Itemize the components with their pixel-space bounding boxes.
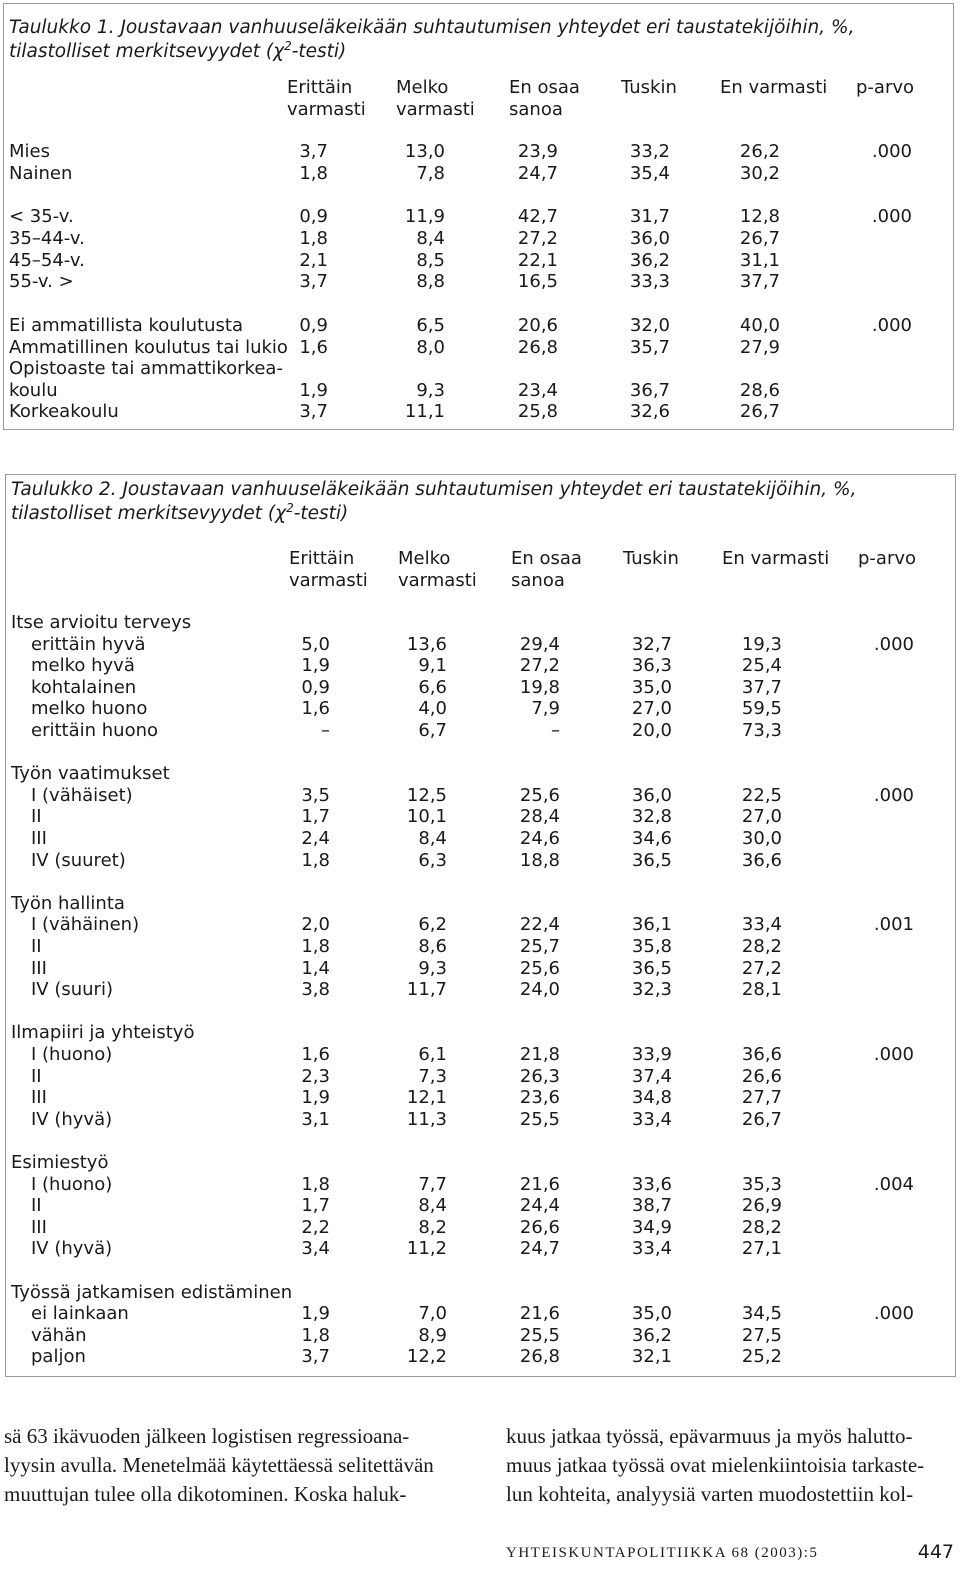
table-cell: 21,6 xyxy=(519,1173,560,1195)
table-cell: 8,2 xyxy=(418,1216,447,1238)
table-cell: 8,8 xyxy=(416,271,445,292)
column-header-line2: varmasti xyxy=(398,570,477,591)
table-cell: 36,2 xyxy=(631,1324,672,1346)
journal-footer: YHTEISKUNTAPOLITIIKKA 68 (2003):5 xyxy=(506,1545,819,1561)
table-cell: 21,8 xyxy=(519,1044,560,1065)
table-cell: 26,8 xyxy=(519,1346,560,1368)
table-cell: 10,1 xyxy=(406,806,447,828)
table-cell: 28,2 xyxy=(741,1216,782,1238)
table-cell: 37,7 xyxy=(741,676,782,698)
table-row xyxy=(6,1346,955,1368)
table-cell: 11,1 xyxy=(404,401,445,422)
column-header: En varmasti xyxy=(722,548,830,569)
table-row xyxy=(6,1325,955,1347)
table-cell: 26,7 xyxy=(741,1108,782,1130)
table-row xyxy=(4,271,953,293)
table-cell: 20,6 xyxy=(517,315,558,336)
body-line: muuttujan tulee olla dikotominen. Koska haluk- xyxy=(4,1482,407,1506)
p-value-cell: .000 xyxy=(873,1303,914,1325)
table-cell: 34,8 xyxy=(631,1087,672,1109)
table-cell: 36,5 xyxy=(631,957,672,979)
table-cell: 36,2 xyxy=(629,250,670,271)
column-header-line2: sanoa xyxy=(511,570,565,591)
table-row xyxy=(4,380,953,402)
table-cell: 0,9 xyxy=(301,676,330,698)
table-row xyxy=(6,1066,955,1088)
row-label: IV (suuri) xyxy=(31,979,113,1001)
table-cell: 34,6 xyxy=(631,828,672,849)
row-label: III xyxy=(31,828,47,849)
table-cell: – xyxy=(321,720,330,741)
table-cell: 32,0 xyxy=(629,315,670,336)
table-cell: 8,6 xyxy=(418,936,447,957)
table-cell: 37,4 xyxy=(631,1065,672,1087)
table-cell: – xyxy=(551,720,560,741)
table-cell: 73,3 xyxy=(741,720,782,741)
table-cell: 3,7 xyxy=(299,271,328,292)
table-row xyxy=(4,163,953,185)
row-label: erittäin huono xyxy=(31,720,159,741)
group-title: Itse arvioitu terveys xyxy=(11,612,192,633)
table-row xyxy=(6,1195,955,1217)
body-line: sä 63 ikävuoden jälkeen logistisen regressioana- xyxy=(4,1424,410,1448)
row-label: II xyxy=(31,1195,42,1217)
table-cell: 8,9 xyxy=(418,1324,447,1346)
table-cell: 28,2 xyxy=(741,936,782,957)
row-label: melko hyvä xyxy=(31,655,135,677)
table-cell: 30,2 xyxy=(739,163,780,184)
row-label: vähän xyxy=(31,1324,87,1346)
table-row xyxy=(6,979,955,1001)
table-cell: 1,6 xyxy=(301,698,330,720)
table-cell: 1,8 xyxy=(299,228,328,249)
table-cell: 31,1 xyxy=(739,250,780,271)
table-cell: 8,4 xyxy=(418,1195,447,1217)
table-cell: 13,6 xyxy=(406,633,447,655)
table-cell: 3,5 xyxy=(301,784,330,806)
row-label: koulu xyxy=(9,380,58,401)
table-cell: 23,6 xyxy=(519,1087,560,1109)
table-cell: 0,9 xyxy=(299,206,328,227)
table-cell: 2,0 xyxy=(301,914,330,936)
page-number: 447 xyxy=(917,1541,954,1563)
table-cell: 1,8 xyxy=(301,936,330,957)
row-label: Mies xyxy=(9,141,50,162)
table-cell: 35,0 xyxy=(631,1303,672,1325)
table-cell: 8,4 xyxy=(416,228,445,249)
table-cell: 40,0 xyxy=(739,315,780,336)
table-cell: 3,7 xyxy=(299,401,328,422)
p-value-cell: .001 xyxy=(873,914,914,936)
row-label: III xyxy=(31,1216,47,1238)
row-label: I (huono) xyxy=(31,1044,113,1065)
table-cell: 24,4 xyxy=(519,1195,560,1217)
table-cell: 38,7 xyxy=(631,1195,672,1217)
table-cell: 8,0 xyxy=(416,337,445,358)
table-row xyxy=(4,141,953,163)
table-row xyxy=(6,1044,955,1066)
table-cell: 25,6 xyxy=(519,784,560,806)
table-cell: 1,6 xyxy=(301,1044,330,1065)
table-cell: 7,3 xyxy=(418,1065,447,1087)
table-cell: 26,7 xyxy=(739,401,780,422)
table-row xyxy=(6,698,955,720)
column-header: Tuskin xyxy=(621,77,677,98)
table-row xyxy=(6,1109,955,1131)
table-cell: 6,5 xyxy=(416,315,445,336)
table-cell: 11,3 xyxy=(406,1108,447,1130)
table-1 xyxy=(3,3,954,430)
row-label: I (huono) xyxy=(31,1173,113,1195)
table-row xyxy=(4,250,953,272)
table-cell: 33,2 xyxy=(629,141,670,162)
table-cell: 27,2 xyxy=(517,228,558,249)
group-title: Työssä jatkamisen edistäminen xyxy=(11,1281,293,1303)
table-cell: 12,1 xyxy=(406,1087,447,1109)
table-cell: 9,1 xyxy=(418,655,447,677)
table-cell: 16,5 xyxy=(517,271,558,292)
table-cell: 7,0 xyxy=(418,1303,447,1325)
table-cell: 27,0 xyxy=(741,806,782,828)
table-cell: 59,5 xyxy=(741,698,782,720)
table-cell: 3,8 xyxy=(301,979,330,1001)
body-line: muus jatkaa työssä ovat mielenkiintoisia tarkaste- xyxy=(506,1453,925,1477)
group-title: Työn hallinta xyxy=(11,892,125,914)
row-label: kohtalainen xyxy=(31,676,137,698)
table-cell: 12,2 xyxy=(406,1346,447,1368)
row-label: < 35-v. xyxy=(9,206,74,227)
table-cell: 9,3 xyxy=(418,957,447,979)
table-cell: 36,0 xyxy=(629,228,670,249)
table-cell: 2,3 xyxy=(301,1065,330,1087)
column-header: Tuskin xyxy=(623,548,679,569)
table-cell: 31,7 xyxy=(629,206,670,227)
table-cell: 6,1 xyxy=(418,1044,447,1065)
table-cell: 23,9 xyxy=(517,141,558,162)
table-2-caption: Taulukko 2. Joustavaan vanhuuseläkeikään suhtautumisen yhteydet eri taustatekijöihin, %, tilastolliset merkitsevyydet $(\chi^2-testi)$ xyxy=(11,479,857,524)
table-cell: 9,3 xyxy=(416,380,445,401)
row-label: IV (hyvä) xyxy=(31,1108,113,1130)
table-cell: 33,4 xyxy=(631,1238,672,1260)
p-value-cell: .000 xyxy=(871,315,912,336)
table-cell: 1,8 xyxy=(301,1324,330,1346)
column-header: Erittäin xyxy=(287,77,353,98)
row-label: II xyxy=(31,806,42,828)
table-cell: 1,7 xyxy=(301,1195,330,1217)
table-cell: 20,0 xyxy=(631,720,672,741)
column-header-line2: varmasti xyxy=(287,99,366,120)
table-cell: 6,6 xyxy=(418,676,447,698)
table-cell: 1,7 xyxy=(301,806,330,828)
row-label: III xyxy=(31,1087,47,1109)
table-row xyxy=(6,1174,955,1196)
table-cell: 1,8 xyxy=(301,849,330,871)
table-cell: 36,6 xyxy=(741,849,782,871)
table-row xyxy=(6,720,955,742)
column-header: Melko xyxy=(398,548,451,569)
table-cell: 11,9 xyxy=(404,206,445,227)
table-row xyxy=(6,1087,955,1109)
table-row xyxy=(4,358,953,380)
table-cell: 12,5 xyxy=(406,784,447,806)
table-cell: 1,8 xyxy=(299,163,328,184)
table-row xyxy=(6,677,955,699)
table-cell: 34,5 xyxy=(741,1303,782,1325)
table-cell: 32,8 xyxy=(631,806,672,828)
table-cell: 32,6 xyxy=(629,401,670,422)
table-cell: 32,7 xyxy=(631,633,672,655)
table-row xyxy=(6,634,955,656)
table-cell: 29,4 xyxy=(519,633,560,655)
p-value-cell: .000 xyxy=(871,206,912,227)
table-cell: 27,2 xyxy=(741,957,782,979)
p-value-cell: .000 xyxy=(873,784,914,806)
table-cell: 36,1 xyxy=(631,914,672,936)
table-row xyxy=(4,401,953,423)
column-header: p-arvo xyxy=(858,548,917,569)
row-label: I (vähäiset) xyxy=(31,784,133,806)
table-2 xyxy=(5,474,956,1377)
table-cell: 1,8 xyxy=(301,1173,330,1195)
table-cell: 8,4 xyxy=(418,828,447,849)
table-cell: 35,4 xyxy=(629,163,670,184)
table-cell: 21,6 xyxy=(519,1303,560,1325)
table-cell: 3,7 xyxy=(299,141,328,162)
row-label: 45–54-v. xyxy=(9,250,85,271)
table-cell: 34,9 xyxy=(631,1216,672,1238)
table-cell: 24,0 xyxy=(519,979,560,1001)
table-cell: 28,6 xyxy=(739,380,780,401)
table-1-caption: Taulukko 1. Joustavaan vanhuuseläkeikään suhtautumisen yhteydet eri taustatekijöihin, %, tilastolliset merkitsevyydet $(\chi^2-testi)$ xyxy=(9,17,855,62)
table-cell: 3,7 xyxy=(301,1346,330,1368)
table-row xyxy=(6,936,955,958)
table-cell: 35,7 xyxy=(629,337,670,358)
group-title: Esimiestyö xyxy=(11,1152,109,1173)
table-cell: 37,7 xyxy=(739,271,780,292)
table-cell: 26,6 xyxy=(741,1065,782,1087)
table-cell: 33,9 xyxy=(631,1044,672,1065)
table-cell: 8,5 xyxy=(416,250,445,271)
table-cell: 7,9 xyxy=(531,698,560,720)
table-cell: 0,9 xyxy=(299,315,328,336)
table-row xyxy=(6,1303,955,1325)
table-cell: 11,7 xyxy=(406,979,447,1001)
table-cell: 6,3 xyxy=(418,849,447,871)
table-cell: 27,5 xyxy=(741,1324,782,1346)
table-cell: 7,7 xyxy=(418,1173,447,1195)
table-row xyxy=(6,655,955,677)
column-header: p-arvo xyxy=(856,77,915,98)
table-row xyxy=(6,1238,955,1260)
table-cell: 28,4 xyxy=(519,806,560,828)
table-cell: 32,1 xyxy=(631,1346,672,1368)
row-label: Nainen xyxy=(9,163,73,184)
table-cell: 26,8 xyxy=(517,337,558,358)
table-cell: 33,4 xyxy=(631,1108,672,1130)
column-header-line2: sanoa xyxy=(509,99,563,120)
table-cell: 23,4 xyxy=(517,380,558,401)
table-cell: 30,0 xyxy=(741,828,782,849)
table-cell: 3,1 xyxy=(301,1108,330,1130)
p-value-cell: .000 xyxy=(873,1044,914,1065)
row-label: paljon xyxy=(31,1346,86,1368)
table-cell: 4,0 xyxy=(418,698,447,720)
row-label: III xyxy=(31,957,47,979)
table-cell: 13,0 xyxy=(404,141,445,162)
table-row xyxy=(6,850,955,872)
table-row xyxy=(4,315,953,337)
body-text-right xyxy=(506,1422,958,1509)
table-cell: 19,3 xyxy=(741,633,782,655)
table-row xyxy=(6,958,955,980)
table-cell: 26,3 xyxy=(519,1065,560,1087)
table-cell: 32,3 xyxy=(631,979,672,1001)
table-cell: 11,2 xyxy=(406,1238,447,1260)
column-header: Melko xyxy=(396,77,449,98)
table-cell: 6,7 xyxy=(418,720,447,741)
column-header-line2: varmasti xyxy=(289,570,368,591)
table-cell: 33,3 xyxy=(629,271,670,292)
table-row xyxy=(6,914,955,936)
row-label: IV (suuret) xyxy=(31,849,126,871)
table-cell: 25,7 xyxy=(519,936,560,957)
table-cell: 24,6 xyxy=(519,828,560,849)
table-cell: 25,6 xyxy=(519,957,560,979)
table-cell: 36,6 xyxy=(741,1044,782,1065)
row-label: II xyxy=(31,1065,42,1087)
table-cell: 1,6 xyxy=(299,337,328,358)
table-cell: 35,3 xyxy=(741,1173,782,1195)
table-row xyxy=(6,806,955,828)
column-header: Erittäin xyxy=(289,548,355,569)
table-cell: 35,8 xyxy=(631,936,672,957)
row-label: Opistoaste tai ammattikorkea- xyxy=(9,358,283,379)
table-cell: 22,4 xyxy=(519,914,560,936)
table-cell: 24,7 xyxy=(519,1238,560,1260)
table-cell: 2,4 xyxy=(301,828,330,849)
table-cell: 36,3 xyxy=(631,655,672,677)
table-cell: 42,7 xyxy=(517,206,558,227)
row-label: 55-v. > xyxy=(9,271,74,292)
row-label: I (vähäinen) xyxy=(31,914,140,936)
p-value-cell: .004 xyxy=(873,1173,914,1195)
row-label: 35–44-v. xyxy=(9,228,85,249)
table-cell: 26,6 xyxy=(519,1216,560,1238)
table-cell: 35,0 xyxy=(631,676,672,698)
table-cell: 27,2 xyxy=(519,655,560,677)
row-label: erittäin hyvä xyxy=(31,633,146,655)
table-cell: 19,8 xyxy=(519,676,560,698)
column-header: En varmasti xyxy=(720,77,828,98)
table-cell: 22,5 xyxy=(741,784,782,806)
column-header: En osaa xyxy=(509,77,580,98)
table-cell: 1,4 xyxy=(301,957,330,979)
table-cell: 3,4 xyxy=(301,1238,330,1260)
table-cell: 24,7 xyxy=(517,163,558,184)
table-cell: 6,2 xyxy=(418,914,447,936)
group-title: Työn vaatimukset xyxy=(11,763,170,785)
row-label: Ammatillinen koulutus tai lukio xyxy=(9,337,288,358)
table-cell: 25,5 xyxy=(519,1108,560,1130)
table-cell: 33,6 xyxy=(631,1173,672,1195)
row-label: Korkeakoulu xyxy=(9,401,119,422)
group-title: Ilmapiiri ja yhteistyö xyxy=(11,1022,195,1044)
table-row xyxy=(4,337,953,359)
table-cell: 33,4 xyxy=(741,914,782,936)
table-cell: 7,8 xyxy=(416,163,445,184)
p-value-cell: .000 xyxy=(873,633,914,655)
row-label: Ei ammatillista koulutusta xyxy=(9,315,244,336)
table-cell: 36,0 xyxy=(631,784,672,806)
table-cell: 1,9 xyxy=(301,655,330,677)
row-label: ei lainkaan xyxy=(31,1303,129,1325)
table-cell: 27,7 xyxy=(741,1087,782,1109)
table-cell: 27,0 xyxy=(631,698,672,720)
table-cell: 25,5 xyxy=(519,1324,560,1346)
table-cell: 25,4 xyxy=(741,655,782,677)
table-cell: 28,1 xyxy=(741,979,782,1001)
p-value-cell: .000 xyxy=(871,141,912,162)
table-cell: 26,9 xyxy=(741,1195,782,1217)
table-cell: 26,7 xyxy=(739,228,780,249)
body-line: kuus jatkaa työssä, epävarmuus ja myös halutto- xyxy=(506,1424,913,1448)
column-header: En osaa xyxy=(511,548,582,569)
table-cell: 27,9 xyxy=(739,337,780,358)
table-cell: 2,2 xyxy=(301,1216,330,1238)
table-cell: 1,9 xyxy=(299,380,328,401)
table-cell: 36,7 xyxy=(629,380,670,401)
table-cell: 27,1 xyxy=(741,1238,782,1260)
table-cell: 1,9 xyxy=(301,1303,330,1325)
body-text-left xyxy=(4,1422,454,1509)
table-cell: 36,5 xyxy=(631,849,672,871)
table-cell: 5,0 xyxy=(301,633,330,655)
row-label: melko huono xyxy=(31,698,148,720)
table-cell: 25,2 xyxy=(741,1346,782,1368)
table-row xyxy=(4,206,953,228)
table-cell: 22,1 xyxy=(517,250,558,271)
table-row xyxy=(6,828,955,850)
table-cell: 25,8 xyxy=(517,401,558,422)
table-cell: 1,9 xyxy=(301,1087,330,1109)
body-line: lun kohteita, analyysiä varten muodostettiin kol- xyxy=(506,1482,914,1506)
row-label: II xyxy=(31,936,42,957)
table-row xyxy=(6,785,955,807)
table-cell: 18,8 xyxy=(519,849,560,871)
table-cell: 2,1 xyxy=(299,250,328,271)
table-row xyxy=(6,1217,955,1239)
table-cell: 26,2 xyxy=(739,141,780,162)
row-label: IV (hyvä) xyxy=(31,1238,113,1260)
table-row xyxy=(4,228,953,250)
column-header-line2: varmasti xyxy=(396,99,475,120)
body-line: lyysin avulla. Menetelmää käytettäessä selitettävän xyxy=(4,1453,434,1477)
table-cell: 12,8 xyxy=(739,206,780,227)
